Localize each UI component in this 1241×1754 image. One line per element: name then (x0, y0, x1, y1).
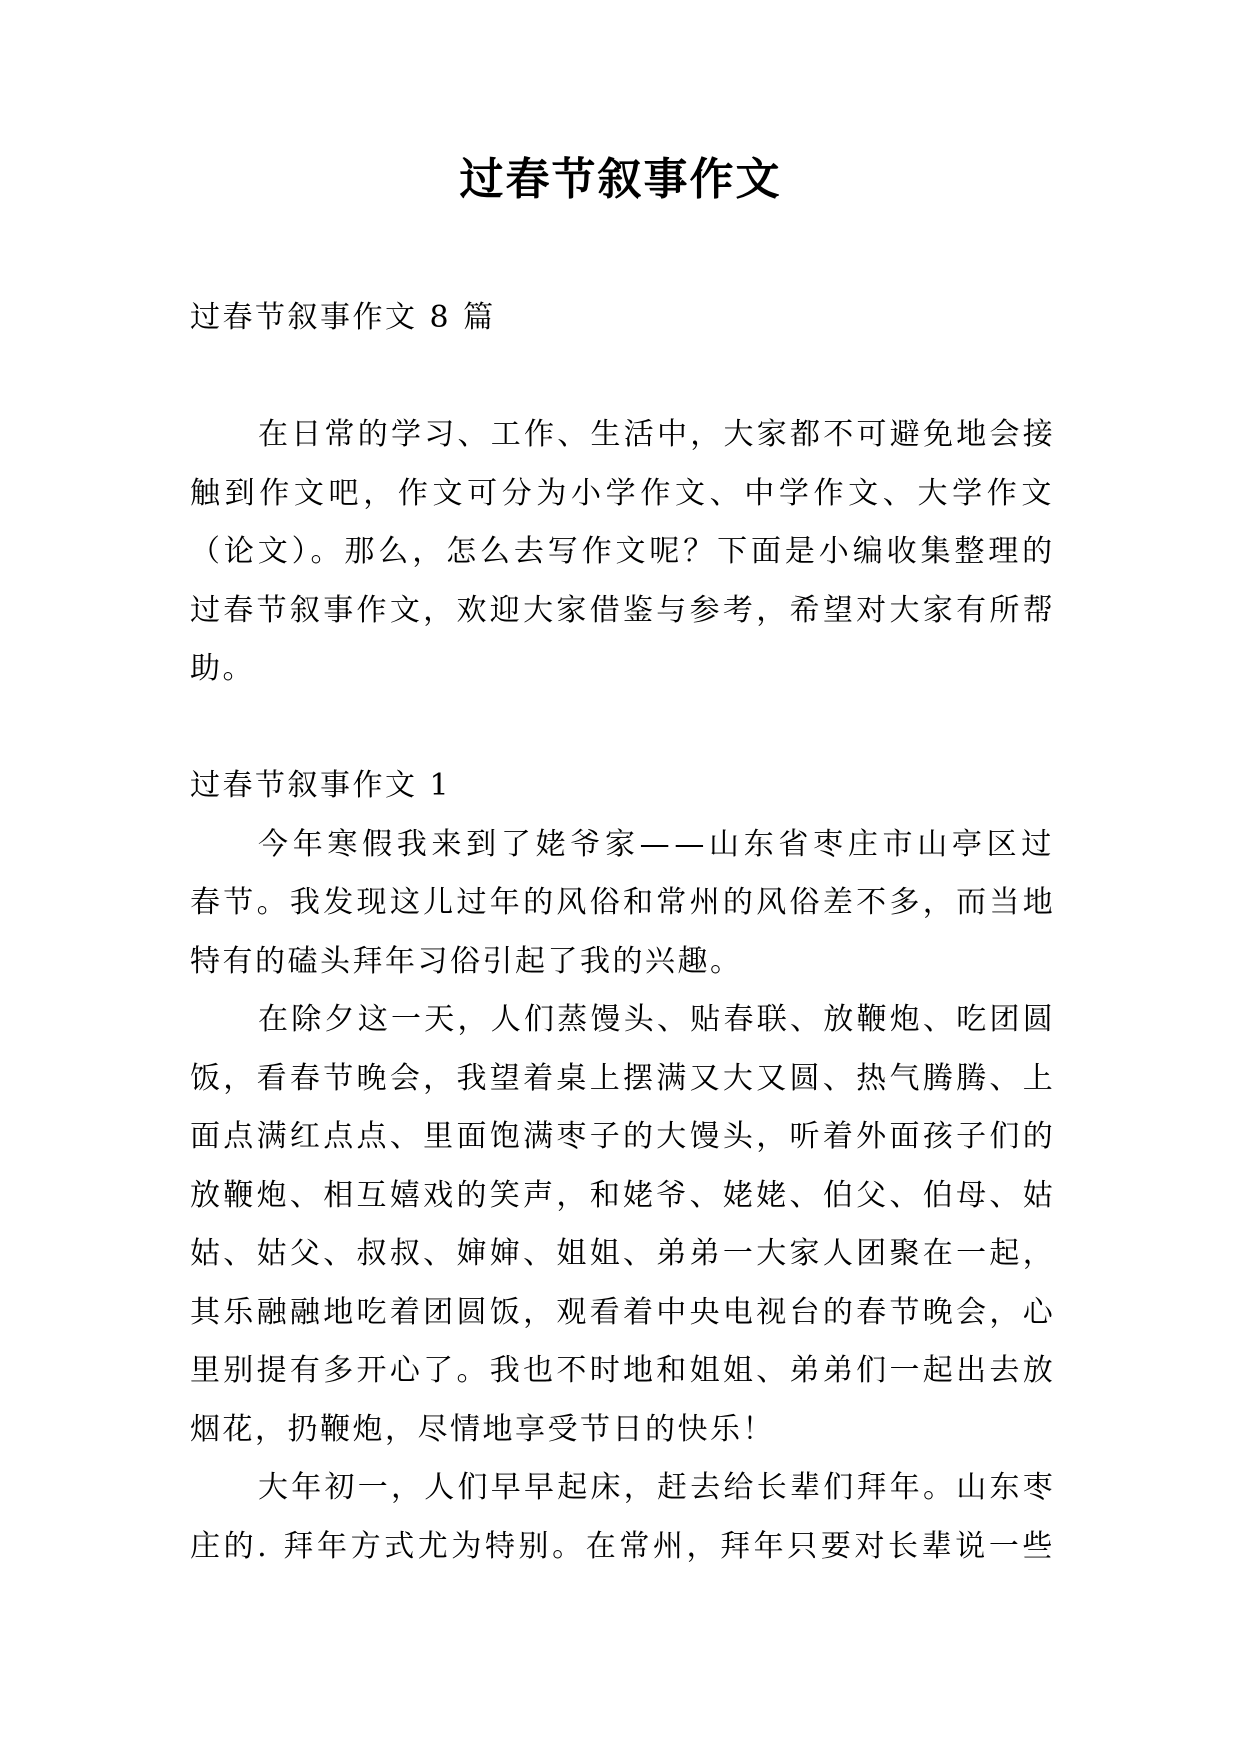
essay-paragraph (190, 991, 1056, 1459)
spacer (190, 348, 1056, 407)
essay-heading: 过春节叙事作文 1 (190, 768, 452, 803)
spacer (190, 699, 1056, 758)
essay-paragraph (190, 816, 1056, 992)
paragraph-line: 大年初一，人们早早起床，赶去给长辈们拜年。山东枣 (258, 1470, 1056, 1505)
paragraph-line: （论文）。那么，怎么去写作文呢？下面是小编收集整理的 (190, 534, 1056, 569)
paragraph-line: 放鞭炮、相互嬉戏的笑声，和姥爷、姥姥、伯父、伯母、姑 (190, 1177, 1056, 1213)
paragraph-line: 在日常的学习、工作、生活中，大家都不可避免地会接 (258, 417, 1056, 452)
intro-paragraph (190, 406, 1056, 699)
paragraph-line: 饭，看春节晚会，我望着桌上摆满又大又圆、热气腾腾、上 (190, 1060, 1056, 1096)
paragraph-line: 特有的磕头拜年习俗引起了我的兴趣。 (190, 943, 743, 979)
paragraph-line: 面点满红点点、里面饱满枣子的大馒头，听着外面孩子们的 (190, 1119, 1056, 1154)
paragraph-line: 姑、姑父、叔叔、婶婶、姐姐、弟弟一大家人团聚在一起， (190, 1236, 1056, 1271)
paragraph-line: 助。 (190, 651, 255, 686)
paragraph-line: 烟花，扔鞭炮，尽情地享受节日的快乐！ (190, 1411, 775, 1447)
paragraph-line: 在除夕这一天，人们蒸馒头、贴春联、放鞭炮、吃团圆 (258, 1002, 1056, 1037)
paragraph-line: 今年寒假我来到了姥爷家——山东省枣庄市山亭区过 (258, 826, 1056, 862)
document-title: 过春节叙事作文 (459, 154, 782, 205)
paragraph-line: 其乐融融地吃着团圆饭，观看着中央电视台的春节晚会，心 (190, 1294, 1056, 1330)
document-subtitle: 过春节叙事作文 8 篇 (190, 300, 496, 335)
paragraph-line: 触到作文吧，作文可分为小学作文、中学作文、大学作文 (190, 475, 1056, 511)
paragraph-line: 过春节叙事作文，欢迎大家借鉴与参考，希望对大家有所帮 (190, 592, 1056, 628)
essay-paragraph (190, 1459, 1056, 1576)
paragraph-line: 里别提有多开心了。我也不时地和姐姐、弟弟们一起出去放 (190, 1353, 1056, 1388)
document-body (190, 289, 1056, 1576)
paragraph-line: 庄的. 拜年方式尤为特别。在常州，拜年只要对长辈说一些 (190, 1528, 1056, 1564)
paragraph-line: 春节。我发现这儿过年的风俗和常州的风俗差不多，而当地 (190, 885, 1056, 920)
